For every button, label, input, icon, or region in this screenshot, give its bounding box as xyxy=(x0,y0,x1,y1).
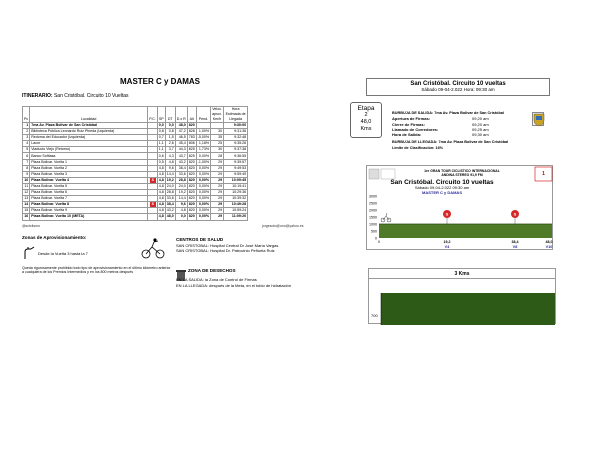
table-cell: 1,5 xyxy=(165,135,175,141)
profile-svg xyxy=(367,166,554,251)
event-name: 1er GRAN TOUR CICLISTICO INTERNACIONAL xyxy=(424,169,500,173)
table-cell: 0,00% xyxy=(196,183,210,189)
y-tick-label: 3000 xyxy=(369,194,377,199)
table-cell: 820 xyxy=(188,123,195,128)
table-cell: 19,2 xyxy=(175,190,187,196)
table-cell: 9 xyxy=(23,171,30,177)
schedule-value: 09,20 am xyxy=(472,116,489,122)
schedule-label: Llamado de Corredores: xyxy=(392,126,439,132)
stage-header xyxy=(366,78,550,96)
sprint-badge: S xyxy=(151,177,154,182)
column-header: Alt xyxy=(187,107,196,123)
table-cell: 10:29:36 xyxy=(224,190,248,196)
table-cell: Plaza Bolivar. Vuelta 7 xyxy=(30,196,148,202)
table-cell: 29 xyxy=(211,159,224,165)
feeding-cyclist-icon xyxy=(140,238,166,260)
table-cell: 10:09:45 xyxy=(224,177,248,183)
table-cell: 0,00% xyxy=(196,208,210,214)
y-tick-label: 2000 xyxy=(369,208,377,213)
profile-title: San Cristóbal. Circuito 10 vueltas xyxy=(390,179,494,186)
schedule-value: 09,30 am xyxy=(472,132,489,138)
table-cell: 43,7 xyxy=(175,153,187,159)
table-cell: 47,2 xyxy=(175,129,187,135)
table-cell: 1 xyxy=(23,123,30,129)
table-cell: 820 xyxy=(188,159,195,164)
table-cell: 30 xyxy=(211,129,224,135)
table-header-row xyxy=(23,107,248,123)
table-cell: 0,8 xyxy=(158,129,164,134)
table-cell: 14,4 xyxy=(175,196,187,202)
column-header: Veloc. aprox. Km/h xyxy=(212,107,223,121)
lap-label: V10 xyxy=(545,245,553,249)
table-cell: 9,6 xyxy=(175,202,187,208)
table-cell: Plaza Bolivar. Vuelta 3 xyxy=(30,171,148,177)
table-cell: Plaza Bolivar. Vuelta 10 (META) xyxy=(30,214,148,220)
table-cell: 1,1 xyxy=(158,147,164,152)
table-cell: 10:19:41 xyxy=(224,183,248,189)
table-cell: 14 xyxy=(24,202,29,207)
table-cell: 9:59:49 xyxy=(224,171,248,177)
table-cell: 3,7 xyxy=(165,147,175,153)
tour-logo-number: 1 xyxy=(542,171,545,177)
column-header: Pend. xyxy=(196,107,210,123)
table-cell: 38,4 xyxy=(166,202,174,207)
table-cell: 1,1 xyxy=(158,141,164,146)
table-cell: 28,8 xyxy=(175,177,187,183)
table-cell: 4 xyxy=(23,141,30,147)
y-tick-label: 2500 xyxy=(369,201,377,206)
table-cell: 0,5 xyxy=(158,159,164,164)
table-cell: 820 xyxy=(188,183,195,188)
table-cell: 29 xyxy=(211,214,224,220)
table-cell: 0,0 xyxy=(165,123,175,129)
waste-zone-finish: EN LA LLEGADA: después de la Meta, en el toldo de hidratación xyxy=(176,283,291,288)
sprint-badge: S xyxy=(151,202,154,207)
lap-label: V4 xyxy=(444,245,450,249)
sprint-marker-label: S xyxy=(513,211,517,217)
table-cell: 4,8 xyxy=(158,214,164,219)
final-km-svg xyxy=(369,279,557,325)
table-cell: 29 xyxy=(211,190,224,196)
classification-limit: Limite de Clasificación: 16% xyxy=(392,145,444,150)
table-cell: 820 xyxy=(188,171,195,176)
final-km-title: 3 Kms xyxy=(369,269,555,279)
table-cell: 9:39:57 xyxy=(224,159,248,165)
page-title: MASTER C y DAMAS xyxy=(120,77,201,86)
table-cell: 9:37:38 xyxy=(224,147,248,153)
table-cell: Redoma del Educador (Izquierda) xyxy=(30,135,148,141)
table-cell: 820 xyxy=(188,214,195,219)
stage-unit: Kms xyxy=(360,126,372,132)
table-cell: 0,00% xyxy=(196,196,210,202)
table-cell: Plaza Bolivar. Vuelta 4 xyxy=(30,177,148,183)
table-cell: 0,7 xyxy=(158,135,164,140)
footer-email: jorgesoto@uno@yahoo.es xyxy=(262,224,304,228)
stage-header-date: Sábado 09-04-2.022 Hora: 09:30 am xyxy=(421,87,495,92)
table-cell: 2 xyxy=(23,129,30,135)
profile-date: Sábado 09-04-2.022 09:30 am xyxy=(414,185,470,190)
y-tick-label: 500 xyxy=(371,229,377,234)
table-cell: 28 xyxy=(211,153,224,159)
table-cell: 43,2 xyxy=(175,159,187,165)
column-header: D.x R xyxy=(175,107,187,123)
lap-label: V8 xyxy=(512,245,518,249)
feeding-zones-text: Desde la Vuelta 3 hasta la 7 xyxy=(38,251,88,256)
table-cell: 820 xyxy=(188,190,195,195)
table-cell: 38,4 xyxy=(175,165,187,171)
x-tick-label: 38,4 xyxy=(511,240,519,244)
table-cell: 29 xyxy=(211,202,224,208)
table-cell: 0,0 xyxy=(158,123,164,128)
table-cell: 8 xyxy=(23,165,30,171)
footer-handle: @sctclismo xyxy=(22,224,40,228)
table-cell: 4,8 xyxy=(158,202,164,207)
table-cell: 9:49:53 xyxy=(224,165,248,171)
table-row xyxy=(23,214,248,220)
table-cell: -1,00% xyxy=(197,159,210,164)
table-cell: 2,6 xyxy=(165,141,175,147)
waste-zone-title: ZONA DE DESECHOS xyxy=(188,268,236,273)
table-cell: 1,73% xyxy=(196,147,210,153)
table-cell: 1,18% xyxy=(196,141,210,147)
table-cell: 9:35:26 xyxy=(224,141,248,147)
stage-profile xyxy=(366,165,553,250)
final-km-profile xyxy=(368,268,556,324)
table-cell: 4,8 xyxy=(158,190,164,195)
cyclist-icon xyxy=(381,213,391,222)
table-cell: 46,5 xyxy=(175,135,187,141)
table-cell: 828 xyxy=(188,129,195,134)
table-cell: 0,00% xyxy=(196,165,210,171)
table-cell: 30 xyxy=(211,147,224,153)
table-cell: 48,0 xyxy=(175,123,187,129)
profile-area xyxy=(379,224,552,238)
x-tick-label: 48,0 xyxy=(545,240,553,244)
table-cell: 4,8 xyxy=(158,165,164,170)
schedule-label: Apertura de Firmas: xyxy=(392,116,431,122)
table-cell: 4,8 xyxy=(158,183,164,188)
table-cell: 29 xyxy=(211,183,224,189)
table-cell: 10:39:32 xyxy=(224,196,248,202)
table-cell: 33,6 xyxy=(166,196,174,201)
table-cell: 0,00% xyxy=(196,153,210,159)
finish-bubble: BURBUJA DE LLEGADA: 7ma Av. Plaza Bolivar de San Cristóbal xyxy=(392,140,509,145)
table-cell: 48,0 xyxy=(166,214,174,219)
schedule-label: Cierre de Firmas: xyxy=(392,121,425,127)
feeding-rule: Queda rigurosamente prohibido todo tipo de aprovisionamiento en el último kilómetro anterior a cualquiera de los Premios Intermedios y en los 800 metros después xyxy=(22,266,171,275)
health-centers-title: CENTROS DE SALUD xyxy=(176,237,224,242)
x-axis-marks xyxy=(378,240,553,249)
table-cell: 29 xyxy=(211,165,224,171)
table-cell: 11:09:20 xyxy=(224,214,248,220)
table-cell: 24,0 xyxy=(175,183,187,189)
table-cell: 25 xyxy=(211,141,224,147)
table-cell: 5 xyxy=(23,147,30,153)
feeding-zones-title: Zonas de Aprovisionamiento: xyxy=(22,235,87,240)
table-cell: 28,8 xyxy=(166,190,174,195)
table-cell: 820 xyxy=(188,177,195,182)
waste-zone-start: EN LA SALIDA: la Zona de Control de Firmas xyxy=(176,277,257,282)
table-cell xyxy=(148,214,158,220)
table-cell: 4,8 xyxy=(158,171,164,176)
table-cell: 7 xyxy=(23,159,30,165)
column-header: Pc xyxy=(23,107,30,123)
table-cell: 12 xyxy=(24,190,29,195)
table-cell: Viaducto Viejo (Retorno) xyxy=(30,147,148,153)
y-axis-ticks xyxy=(369,194,377,240)
table-cell: 9:36:55 xyxy=(224,153,248,159)
table-cell: 29 xyxy=(211,196,224,202)
table-cell: 10:49:28 xyxy=(224,202,248,208)
final-km-area xyxy=(381,293,555,325)
itinerary-value: San Cristóbal. Circuito 10 Vueltas xyxy=(53,93,129,99)
table-cell: 806 xyxy=(188,141,195,146)
x-tick-label: 0 xyxy=(378,240,380,244)
table-cell: 35 xyxy=(211,135,224,141)
feeding-hand-icon xyxy=(22,246,36,260)
table-cell: 33,6 xyxy=(175,171,187,177)
stage-label: Etapa xyxy=(357,105,375,112)
table-cell: 820 xyxy=(188,165,195,170)
table-cell: 13 xyxy=(24,196,29,201)
table-cell: 43,2 xyxy=(166,208,174,213)
schedule-value: 09,25 am xyxy=(472,126,489,132)
start-bubble-heading: BURBUJA DE SALIDA: 7ma Av. Plaza Bolivar de San Cristóbal xyxy=(392,111,504,115)
table-cell: Plaza Bolivar. Vuelta 2 xyxy=(30,165,148,171)
table-cell: 1,00% xyxy=(196,129,210,135)
table-cell: 3 xyxy=(23,135,30,141)
table-cell: 9:32:48 xyxy=(224,135,248,141)
table-cell: 44,3 xyxy=(175,147,187,153)
table-cell: 825 xyxy=(188,153,195,158)
table-cell: 10 xyxy=(24,177,29,182)
y-tick-label: 1500 xyxy=(369,215,377,220)
table-cell: Plaza Bolivar. Vuelta 9 xyxy=(30,208,148,214)
table-cell: 0,00% xyxy=(196,177,210,183)
table-cell: Biblioteca Pública Leonardo Ruiz Pineda (Izquierda) xyxy=(30,129,148,135)
table-cell: 4,8 xyxy=(175,208,187,214)
table-cell: 820 xyxy=(188,196,195,201)
table-cell: 6 xyxy=(23,153,30,159)
stage-header-title: San Cristóbal. Circuito 10 vueltas xyxy=(410,81,506,87)
stage-box xyxy=(350,102,382,138)
table-cell: 19,2 xyxy=(166,177,174,182)
table-cell: 783 xyxy=(188,135,195,140)
table-cell: 0,00% xyxy=(196,190,210,196)
column-header: Hora Estimada de Llegada xyxy=(224,107,248,123)
table-cell: Plaza Bolivar. Vuelta 1 xyxy=(30,159,148,165)
sprint-marker-label: S xyxy=(445,211,449,217)
itinerary-label: ITINERARIO: xyxy=(22,93,53,99)
table-cell: 4,3 xyxy=(165,153,175,159)
table-cell: 0,6 xyxy=(158,153,164,158)
table-cell: 4,8 xyxy=(158,196,164,201)
table-cell: 0,8 xyxy=(165,129,175,135)
schedule-row xyxy=(392,132,552,137)
table-cell: 29 xyxy=(211,208,224,214)
gtc-logo-icon xyxy=(381,169,395,179)
table-cell: 4,8 xyxy=(158,177,164,182)
federation-logo-icon xyxy=(369,169,379,179)
table-cell: -5,00% xyxy=(197,135,210,140)
table-cell: 820 xyxy=(188,202,195,207)
table-cell: 24,0 xyxy=(166,183,174,188)
health-center-1: SAN CRISTOBAL: Hospital Central Dr José María Vargas xyxy=(176,243,279,248)
table-cell: 0,00% xyxy=(196,202,210,208)
schedule-label: Hora de Salida: xyxy=(392,132,422,138)
sponsor-name: ANDINA STEREO 91,9 FM xyxy=(441,173,483,177)
table-cell: 7ma Av. Plaza Bolivar de San Cristóbal xyxy=(30,123,148,129)
table-cell: 9:30:00 xyxy=(224,123,248,129)
table-cell: 15 xyxy=(24,208,29,213)
table-cell: 14,4 xyxy=(166,171,174,176)
health-center-2: SAN CRISTOBAL: Hospital Dr. Patrocinio Peñuela Ruiz xyxy=(176,248,275,253)
stage-distance: 48,0 xyxy=(360,119,372,125)
table-cell: Plaza Bolivar. Vuelta 5 xyxy=(30,183,148,189)
table-cell: 4,8 xyxy=(165,159,175,165)
table-cell: Banco Sofitasa xyxy=(30,153,148,159)
table-cell: Lacor xyxy=(30,141,148,147)
table-cell: Plaza Bolivar. Vuelta 8 xyxy=(30,202,148,208)
start-schedule xyxy=(392,116,552,137)
table-cell: 820 xyxy=(188,208,195,213)
y-tick-label: 1000 xyxy=(369,222,377,227)
table-cell: 11 xyxy=(24,183,29,188)
x-tick-label: 19,2 xyxy=(443,240,451,244)
start-info xyxy=(392,111,552,151)
sprint-markers xyxy=(443,210,519,224)
column-header: SP xyxy=(157,107,165,123)
column-header: DT xyxy=(165,107,175,123)
table-cell: Plaza Bolivar. Vuelta 6 xyxy=(30,190,148,196)
profile-category: MASTER C y DAMAS xyxy=(421,190,463,195)
column-header: Localidad xyxy=(30,107,148,123)
table-cell: 4,8 xyxy=(158,208,164,213)
itinerary xyxy=(22,93,129,99)
final-km-y-label: 700 xyxy=(371,313,378,318)
table-body xyxy=(23,123,248,221)
column-header: P.C. xyxy=(148,107,158,123)
y-tick-label: 0 xyxy=(375,236,377,241)
table-cell: 0,0 xyxy=(175,214,187,220)
table-cell: 0,00% xyxy=(196,171,210,177)
table-cell: 9:31:36 xyxy=(224,129,248,135)
route-table xyxy=(22,106,248,221)
table-cell: 16 xyxy=(24,214,29,219)
table-cell: 9,6 xyxy=(165,165,175,171)
table-cell: 825 xyxy=(188,147,195,152)
table-cell: 29 xyxy=(211,177,224,183)
table-cell: 10:59:24 xyxy=(224,208,248,214)
table-cell: 29 xyxy=(211,171,224,177)
table-cell: 0,00% xyxy=(196,214,210,220)
table-cell: 45,4 xyxy=(175,141,187,147)
schedule-value: 09,20 am xyxy=(472,121,489,127)
stage-number: 2 xyxy=(364,112,368,118)
